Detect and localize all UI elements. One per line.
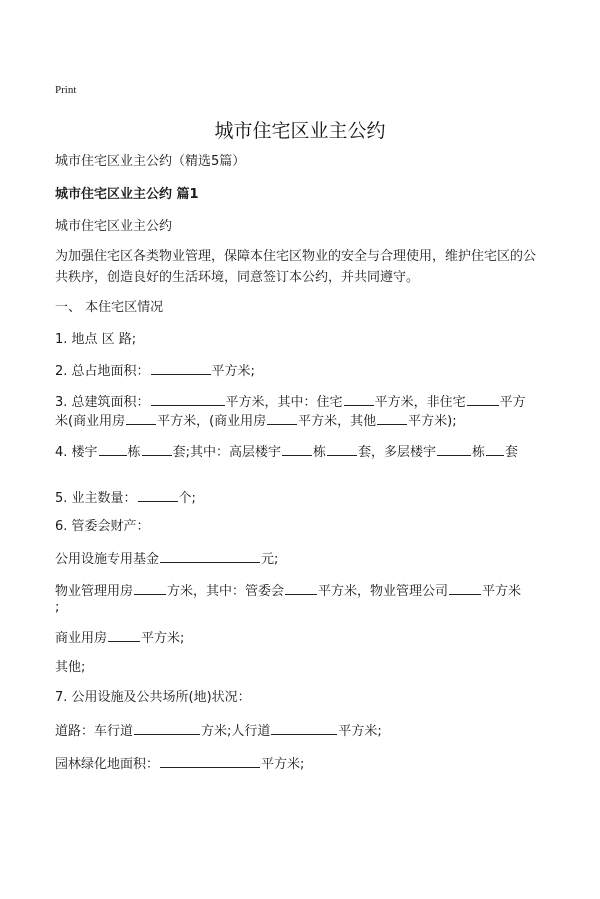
fund-unit: 元; — [261, 552, 279, 567]
road-text-b: 方米;人行道 — [201, 724, 271, 739]
item3-text-h: 平方米); — [408, 414, 457, 429]
item-other: 其他; — [55, 660, 86, 675]
subtitle: 城市住宅区业主公约（精选5篇） — [55, 154, 246, 169]
mgmt-text-b: 方米，其中：管委会 — [167, 584, 285, 599]
item3-text-d: 平方 — [499, 395, 526, 410]
blank-field[interactable] — [467, 391, 499, 406]
section-heading: 城市住宅区业主公约 篇1 — [55, 187, 199, 202]
blank-field[interactable] — [327, 441, 357, 456]
blank-field[interactable] — [142, 441, 172, 456]
blank-field[interactable] — [160, 753, 260, 768]
road-label: 道路：车行道 — [55, 724, 134, 739]
commercial-label: 商业用房 — [55, 631, 108, 646]
item3-text-e: 米(商业用房 — [55, 414, 126, 429]
blank-field[interactable] — [134, 580, 166, 595]
item-buildings — [55, 441, 547, 462]
blank-field[interactable] — [437, 441, 471, 456]
blank-field[interactable] — [282, 441, 312, 456]
item4-text-b: 栋 — [127, 445, 141, 460]
blank-field[interactable] — [151, 391, 225, 406]
item-roads — [55, 720, 547, 741]
item4-label: 4. 楼宇 — [55, 445, 98, 460]
blank-field[interactable] — [449, 580, 481, 595]
item3-text-g: 平方米，其他 — [298, 414, 377, 429]
blank-field[interactable] — [134, 720, 200, 735]
item4-text-c: 套;其中：高层楼宇 — [172, 445, 281, 460]
item-green-area — [55, 753, 547, 774]
commercial-unit: 平方米; — [141, 631, 185, 646]
item5-label: 5. 业主数量： — [55, 491, 137, 506]
item-management-rooms-cont: ; — [55, 600, 60, 615]
item-commercial-rooms — [55, 627, 547, 648]
green-label: 园林绿化地面积： — [55, 757, 160, 772]
item3-text-f: 平方米，(商业用房 — [157, 414, 267, 429]
item-total-building-area-cont — [55, 410, 547, 431]
intro-paragraph: 为加强住宅区各类物业管理，保障本住宅区物业的安全与合理使用，维护住宅区的公共秩序，创造良好的生活环境，同意签订本公约，并共同遵守。 — [55, 249, 537, 285]
mgmt-text-c: 平方米，物业管理公司 — [318, 584, 449, 599]
item-owner-count — [55, 487, 547, 508]
print-label[interactable]: Print — [55, 84, 77, 96]
item2-label: 2. 总占地面积： — [55, 364, 150, 379]
road-text-c: 平方米; — [338, 724, 382, 739]
item-public-fund — [55, 548, 547, 569]
blank-field[interactable] — [108, 627, 140, 642]
mgmt-text-d: 平方米 — [482, 584, 522, 599]
document-title: 城市住宅区业主公约 — [214, 120, 386, 142]
item5-unit: 个; — [178, 491, 196, 506]
blank-field[interactable] — [344, 391, 374, 406]
doc-name: 城市住宅区业主公约 — [55, 219, 173, 234]
item-total-building-area — [55, 391, 547, 412]
item4-text-g: 套 — [505, 445, 519, 460]
green-unit: 平方米; — [261, 757, 305, 772]
item4-text-f: 栋 — [471, 445, 485, 460]
part1-heading: 一、 本住宅区情况 — [55, 300, 164, 315]
item3-label: 3. 总建筑面积： — [55, 395, 150, 410]
item-public-facilities: 7. 公用设施及公共场所(地)状况： — [55, 690, 251, 705]
item4-text-d: 栋 — [312, 445, 326, 460]
blank-field[interactable] — [151, 360, 211, 375]
blank-field[interactable] — [285, 580, 317, 595]
item3-text-c: 平方米，非住宅 — [374, 395, 466, 410]
blank-field[interactable] — [486, 441, 504, 456]
mgmt-label: 物业管理用房 — [55, 584, 134, 599]
blank-field[interactable] — [99, 441, 127, 456]
item2-unit: 平方米; — [211, 364, 255, 379]
item-committee-property: 6. 管委会财产： — [55, 519, 150, 534]
item-total-land-area — [55, 360, 547, 381]
blank-field[interactable] — [126, 410, 156, 425]
fund-label: 公用设施专用基金 — [55, 552, 160, 567]
blank-field[interactable] — [138, 487, 178, 502]
blank-field[interactable] — [267, 410, 297, 425]
blank-field[interactable] — [160, 548, 260, 563]
item3-text-b: 平方米，其中：住宅 — [225, 395, 343, 410]
blank-field[interactable] — [271, 720, 337, 735]
item4-text-e: 套，多层楼宇 — [357, 445, 436, 460]
item-location: 1. 地点 区 路; — [55, 332, 137, 347]
blank-field[interactable] — [377, 410, 407, 425]
